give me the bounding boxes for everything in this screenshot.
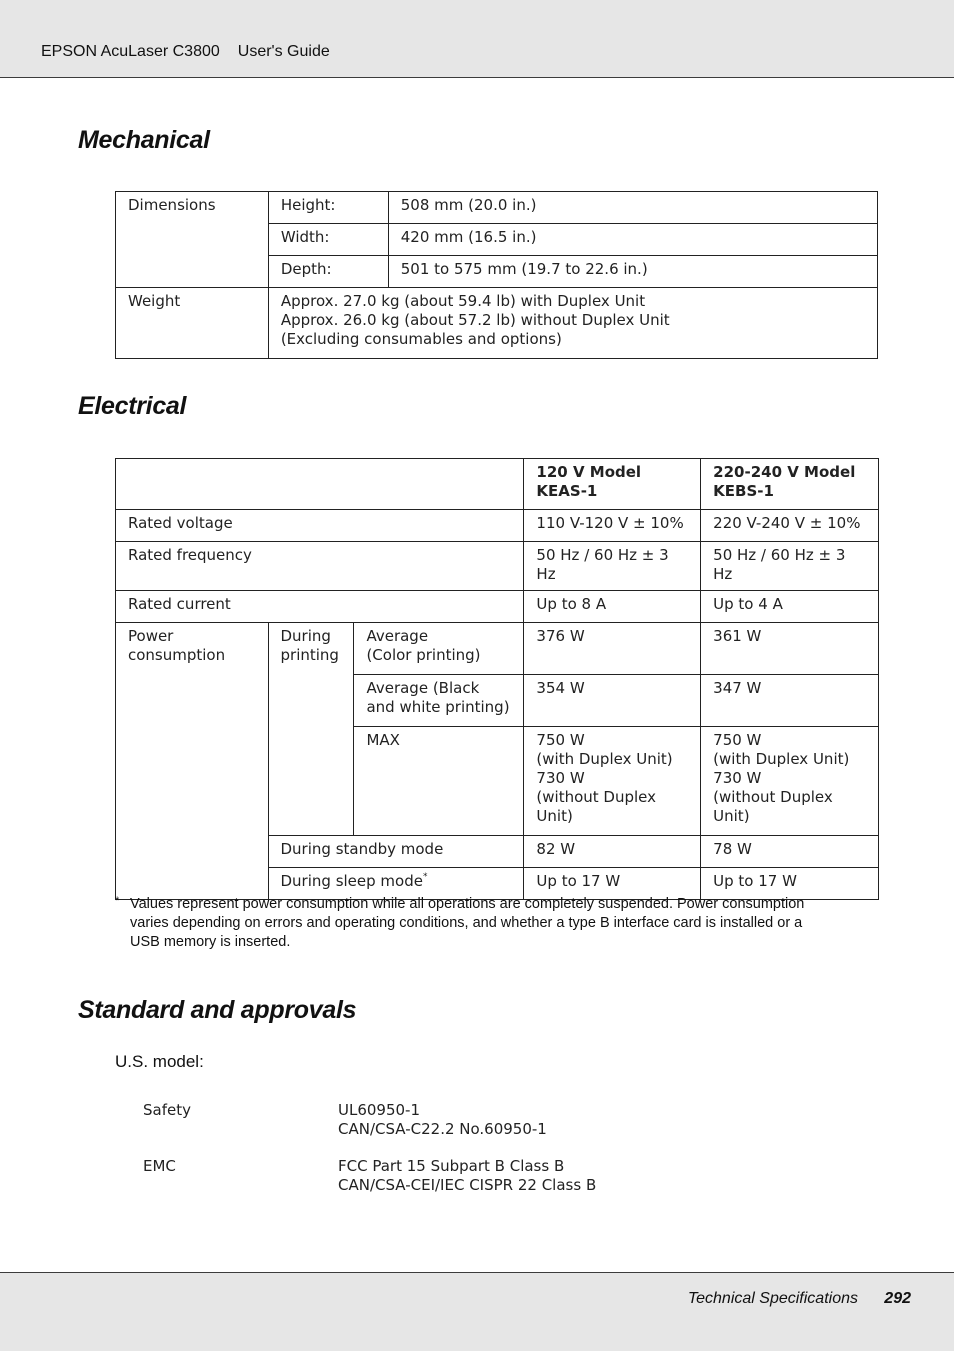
emc-label: EMC bbox=[143, 1157, 176, 1175]
table-row bbox=[116, 192, 878, 224]
table-row bbox=[116, 623, 879, 675]
table-row bbox=[116, 591, 879, 623]
sleep-220: Up to 17 W bbox=[701, 868, 879, 900]
rated-frequency-120: 50 Hz / 60 Hz ± 3 Hz bbox=[524, 542, 701, 591]
rated-frequency-220: 50 Hz / 60 Hz ± 3 Hz bbox=[701, 542, 879, 591]
electrical-table bbox=[115, 458, 879, 900]
emc-value bbox=[338, 1157, 838, 1195]
standby-120: 82 W bbox=[524, 836, 701, 868]
power-consumption-label bbox=[116, 623, 269, 900]
label-line: Average bbox=[366, 627, 429, 645]
label-line: (Color printing) bbox=[366, 646, 481, 664]
width-label: Width: bbox=[268, 224, 388, 256]
label-line: printing bbox=[280, 646, 339, 664]
average-color-220: 361 W bbox=[701, 623, 879, 675]
dimensions-label: Dimensions bbox=[116, 192, 269, 288]
weight-value bbox=[268, 288, 877, 359]
standard-line: UL60950-1 bbox=[338, 1101, 421, 1119]
footnote-text bbox=[130, 895, 880, 952]
label-line: consumption bbox=[128, 646, 226, 664]
model-code: KEBS-1 bbox=[713, 482, 774, 500]
average-bw-120: 354 W bbox=[524, 675, 701, 727]
model-name: 220-240 V Model bbox=[713, 463, 856, 481]
product-name: EPSON AcuLaser C3800 bbox=[41, 43, 220, 60]
standby-label: During standby mode bbox=[268, 836, 524, 868]
value-line: (with Duplex Unit) bbox=[713, 750, 850, 768]
rated-voltage-120: 110 V-120 V ± 10% bbox=[524, 510, 701, 542]
table-row bbox=[116, 288, 878, 359]
max-120 bbox=[524, 727, 701, 836]
average-bw-220: 347 W bbox=[701, 675, 879, 727]
rated-frequency-label: Rated frequency bbox=[116, 542, 524, 591]
model-code: KEAS-1 bbox=[536, 482, 598, 500]
value-line: Unit) bbox=[536, 807, 573, 825]
weight-line: Approx. 26.0 kg (about 57.2 lb) without Duplex Unit bbox=[280, 311, 670, 329]
average-bw-label bbox=[354, 675, 524, 727]
footnote-line: Values represent power consumption while all operations are completely suspended. Power consumption bbox=[130, 896, 805, 912]
value-line: (with Duplex Unit) bbox=[536, 750, 673, 768]
weight-line: (Excluding consumables and options) bbox=[280, 330, 562, 348]
safety-label: Safety bbox=[143, 1101, 191, 1119]
standard-line: FCC Part 15 Subpart B Class B bbox=[338, 1157, 565, 1175]
rated-voltage-label: Rated voltage bbox=[116, 510, 524, 542]
average-color-120: 376 W bbox=[524, 623, 701, 675]
standard-line: CAN/CSA-C22.2 No.60950-1 bbox=[338, 1120, 547, 1138]
electrical-heading: Electrical bbox=[78, 392, 187, 420]
model-220-header bbox=[701, 459, 879, 510]
rated-voltage-220: 220 V-240 V ± 10% bbox=[701, 510, 879, 542]
footnote-line: USB memory is inserted. bbox=[130, 934, 291, 950]
sleep-label-text: During sleep mode bbox=[280, 872, 423, 890]
footer-section-title: Technical Specifications bbox=[687, 1290, 858, 1307]
mechanical-heading: Mechanical bbox=[78, 126, 210, 154]
weight-label: Weight bbox=[116, 288, 269, 359]
weight-line: Approx. 27.0 kg (about 59.4 lb) with Duplex Unit bbox=[280, 292, 646, 310]
depth-value: 501 to 575 mm (19.7 to 22.6 in.) bbox=[388, 256, 877, 288]
footnote-mark: * bbox=[115, 895, 120, 907]
value-line: (without Duplex bbox=[536, 788, 657, 806]
guide-name: User's Guide bbox=[237, 43, 330, 60]
table-row bbox=[116, 542, 879, 591]
page-number: 292 bbox=[884, 1290, 911, 1307]
height-value: 508 mm (20.0 in.) bbox=[388, 192, 877, 224]
label-line: Average (Black bbox=[366, 679, 480, 697]
label-line: Power bbox=[128, 627, 174, 645]
label-line: and white printing) bbox=[366, 698, 510, 716]
footnote-line: varies depending on errors and operating conditions, and whether a type B interface card is installed or a bbox=[130, 915, 803, 931]
page-footer bbox=[0, 1272, 954, 1351]
value-line: 730 W bbox=[536, 769, 585, 787]
value-line: Unit) bbox=[713, 807, 750, 825]
height-label: Height: bbox=[268, 192, 388, 224]
standby-220: 78 W bbox=[701, 836, 879, 868]
rated-current-120: Up to 8 A bbox=[524, 591, 701, 623]
model-name: 120 V Model bbox=[536, 463, 642, 481]
max-220 bbox=[701, 727, 879, 836]
footnote bbox=[115, 895, 880, 952]
model-120-header bbox=[524, 459, 701, 510]
average-color-label bbox=[354, 623, 524, 675]
page-header bbox=[0, 0, 954, 78]
value-line: 750 W bbox=[536, 731, 585, 749]
table-row bbox=[116, 459, 879, 510]
header-blank-cell bbox=[116, 459, 524, 510]
table-row bbox=[116, 510, 879, 542]
document-title bbox=[41, 43, 330, 61]
rated-current-label: Rated current bbox=[116, 591, 524, 623]
standard-line: CAN/CSA-CEI/IEC CISPR 22 Class B bbox=[338, 1176, 597, 1194]
us-model-subheading: U.S. model: bbox=[115, 1052, 204, 1071]
value-line: 750 W bbox=[713, 731, 762, 749]
value-line: (without Duplex bbox=[713, 788, 833, 806]
safety-value bbox=[338, 1101, 838, 1139]
rated-current-220: Up to 4 A bbox=[701, 591, 879, 623]
depth-label: Depth: bbox=[268, 256, 388, 288]
mechanical-table bbox=[115, 191, 878, 359]
width-value: 420 mm (16.5 in.) bbox=[388, 224, 877, 256]
max-label: MAX bbox=[354, 727, 524, 836]
standards-heading: Standard and approvals bbox=[78, 996, 357, 1024]
value-line: 730 W bbox=[713, 769, 762, 787]
sleep-120: Up to 17 W bbox=[524, 868, 701, 900]
footnote-ref: * bbox=[422, 872, 428, 882]
during-printing-label bbox=[268, 623, 354, 836]
label-line: During bbox=[280, 627, 331, 645]
